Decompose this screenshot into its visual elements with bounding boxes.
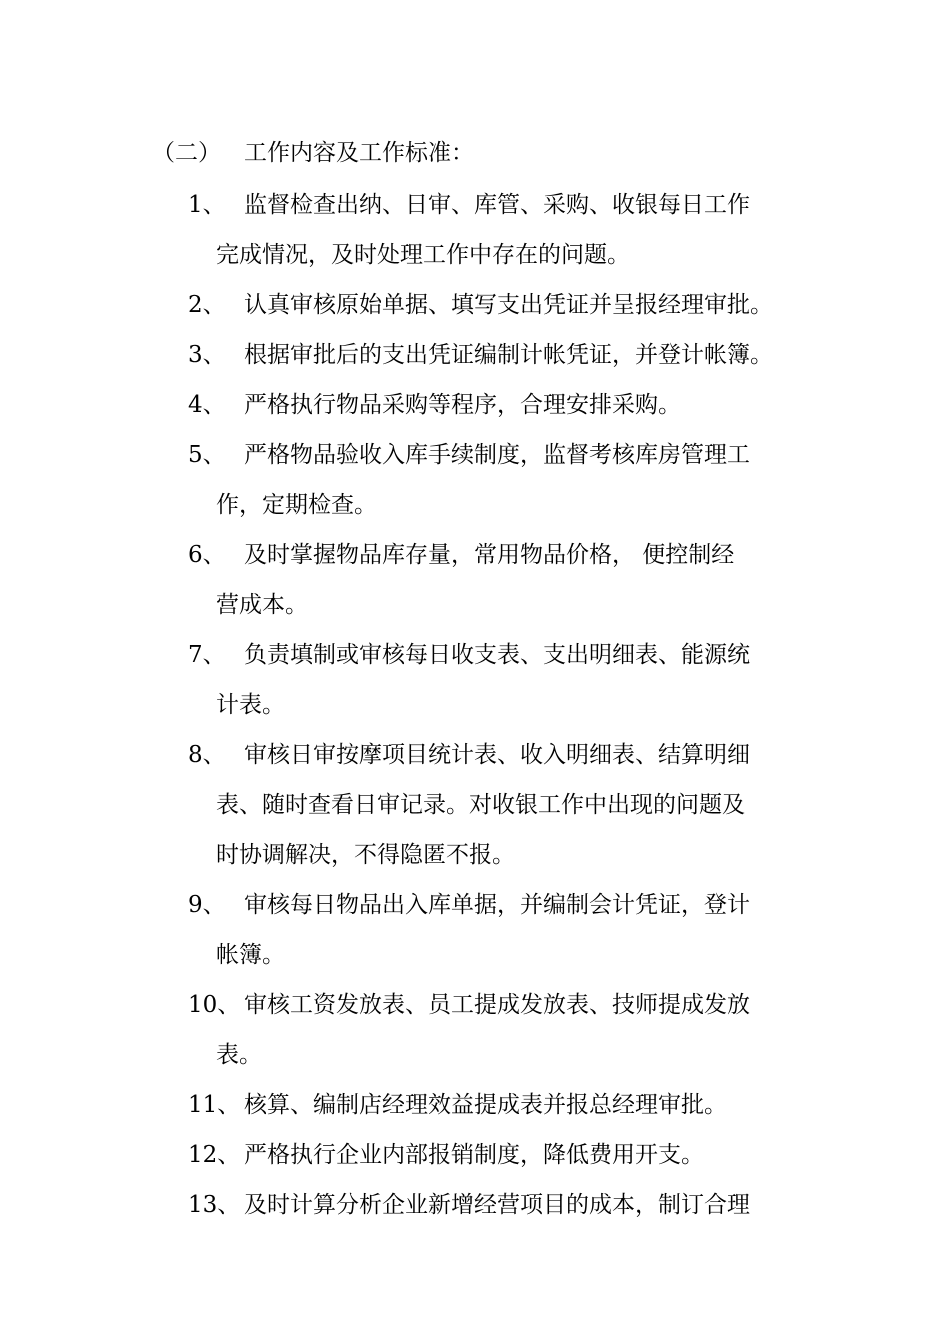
item-text-line: 监督检查出纳、日审、库管、采购、收银每日工作 bbox=[244, 192, 750, 218]
item-text bbox=[188, 280, 828, 330]
item-number: 10、 bbox=[188, 992, 241, 1018]
list-item bbox=[188, 1080, 828, 1130]
item-text bbox=[188, 1180, 828, 1230]
item-text-line: 严格执行物品采购等程序，合理安排采购。 bbox=[244, 392, 681, 418]
item-text-line: 认真审核原始单据、填写支出凭证并呈报经理审批。 bbox=[244, 292, 773, 318]
section-title: 工作内容及工作标准： bbox=[244, 140, 474, 166]
item-text-line: 审核每日物品出入库单据，并编制会计凭证，登计 bbox=[244, 892, 750, 918]
list-item bbox=[188, 1180, 828, 1230]
item-text-line: 计表。 bbox=[216, 692, 285, 718]
item-text bbox=[188, 1130, 828, 1180]
item-number: 12、 bbox=[188, 1142, 241, 1168]
item-text-line: 严格执行企业内部报销制度，降低费用开支。 bbox=[244, 1142, 704, 1168]
item-number: 13、 bbox=[188, 1192, 241, 1218]
item-text-line: 完成情况，及时处理工作中存在的问题。 bbox=[216, 242, 630, 268]
item-text bbox=[188, 380, 828, 430]
item-text-line: 表。 bbox=[216, 1042, 262, 1068]
list-item bbox=[188, 880, 828, 980]
item-text bbox=[188, 330, 828, 380]
item-number: 3、 bbox=[188, 342, 226, 368]
item-text-line: 审核日审按摩项目统计表、收入明细表、结算明细 bbox=[244, 742, 750, 768]
item-number: 4、 bbox=[188, 392, 226, 418]
duty-list bbox=[188, 180, 828, 1230]
item-text bbox=[188, 430, 828, 530]
item-text-line: 作，定期检查。 bbox=[216, 492, 377, 518]
list-item bbox=[188, 430, 828, 530]
list-item bbox=[188, 530, 828, 630]
item-text-line: 及时计算分析企业新增经营项目的成本，制订合理 bbox=[244, 1192, 750, 1218]
item-text-line: 及时掌握物品库存量，常用物品价格， 便控制经 bbox=[244, 542, 735, 568]
item-text bbox=[188, 180, 828, 280]
list-item bbox=[188, 1130, 828, 1180]
section-heading bbox=[152, 134, 474, 172]
list-item bbox=[188, 180, 828, 280]
item-text-line: 时协调解决，不得隐匿不报。 bbox=[216, 842, 515, 868]
item-number: 11、 bbox=[188, 1092, 241, 1118]
item-text bbox=[188, 630, 828, 730]
item-text bbox=[188, 530, 828, 630]
item-number: 2、 bbox=[188, 292, 226, 318]
item-text bbox=[188, 730, 828, 880]
item-number: 9、 bbox=[188, 892, 226, 918]
item-text-line: 帐簿。 bbox=[216, 942, 285, 968]
list-item bbox=[188, 380, 828, 430]
item-text bbox=[188, 980, 828, 1080]
item-number: 1、 bbox=[188, 192, 226, 218]
item-text-line: 审核工资发放表、员工提成发放表、技师提成发放 bbox=[244, 992, 750, 1018]
list-item bbox=[188, 280, 828, 330]
item-text-line: 负责填制或审核每日收支表、支出明细表、能源统 bbox=[244, 642, 750, 668]
item-number: 8、 bbox=[188, 742, 226, 768]
item-text-line: 核算、编制店经理效益提成表并报总经理审批。 bbox=[244, 1092, 727, 1118]
item-text bbox=[188, 880, 828, 980]
list-item bbox=[188, 630, 828, 730]
item-text-line: 表、随时查看日审记录。对收银工作中出现的问题及 bbox=[216, 792, 745, 818]
section-marker: （二） bbox=[152, 140, 221, 166]
item-number: 6、 bbox=[188, 542, 226, 568]
list-item bbox=[188, 980, 828, 1080]
list-item bbox=[188, 330, 828, 380]
item-text-line: 营成本。 bbox=[216, 592, 308, 618]
item-text-line: 根据审批后的支出凭证编制计帐凭证，并登计帐簿。 bbox=[244, 342, 773, 368]
list-item bbox=[188, 730, 828, 880]
item-text-line: 严格物品验收入库手续制度，监督考核库房管理工 bbox=[244, 442, 750, 468]
item-number: 5、 bbox=[188, 442, 226, 468]
item-text bbox=[188, 1080, 828, 1130]
item-number: 7、 bbox=[188, 642, 226, 668]
